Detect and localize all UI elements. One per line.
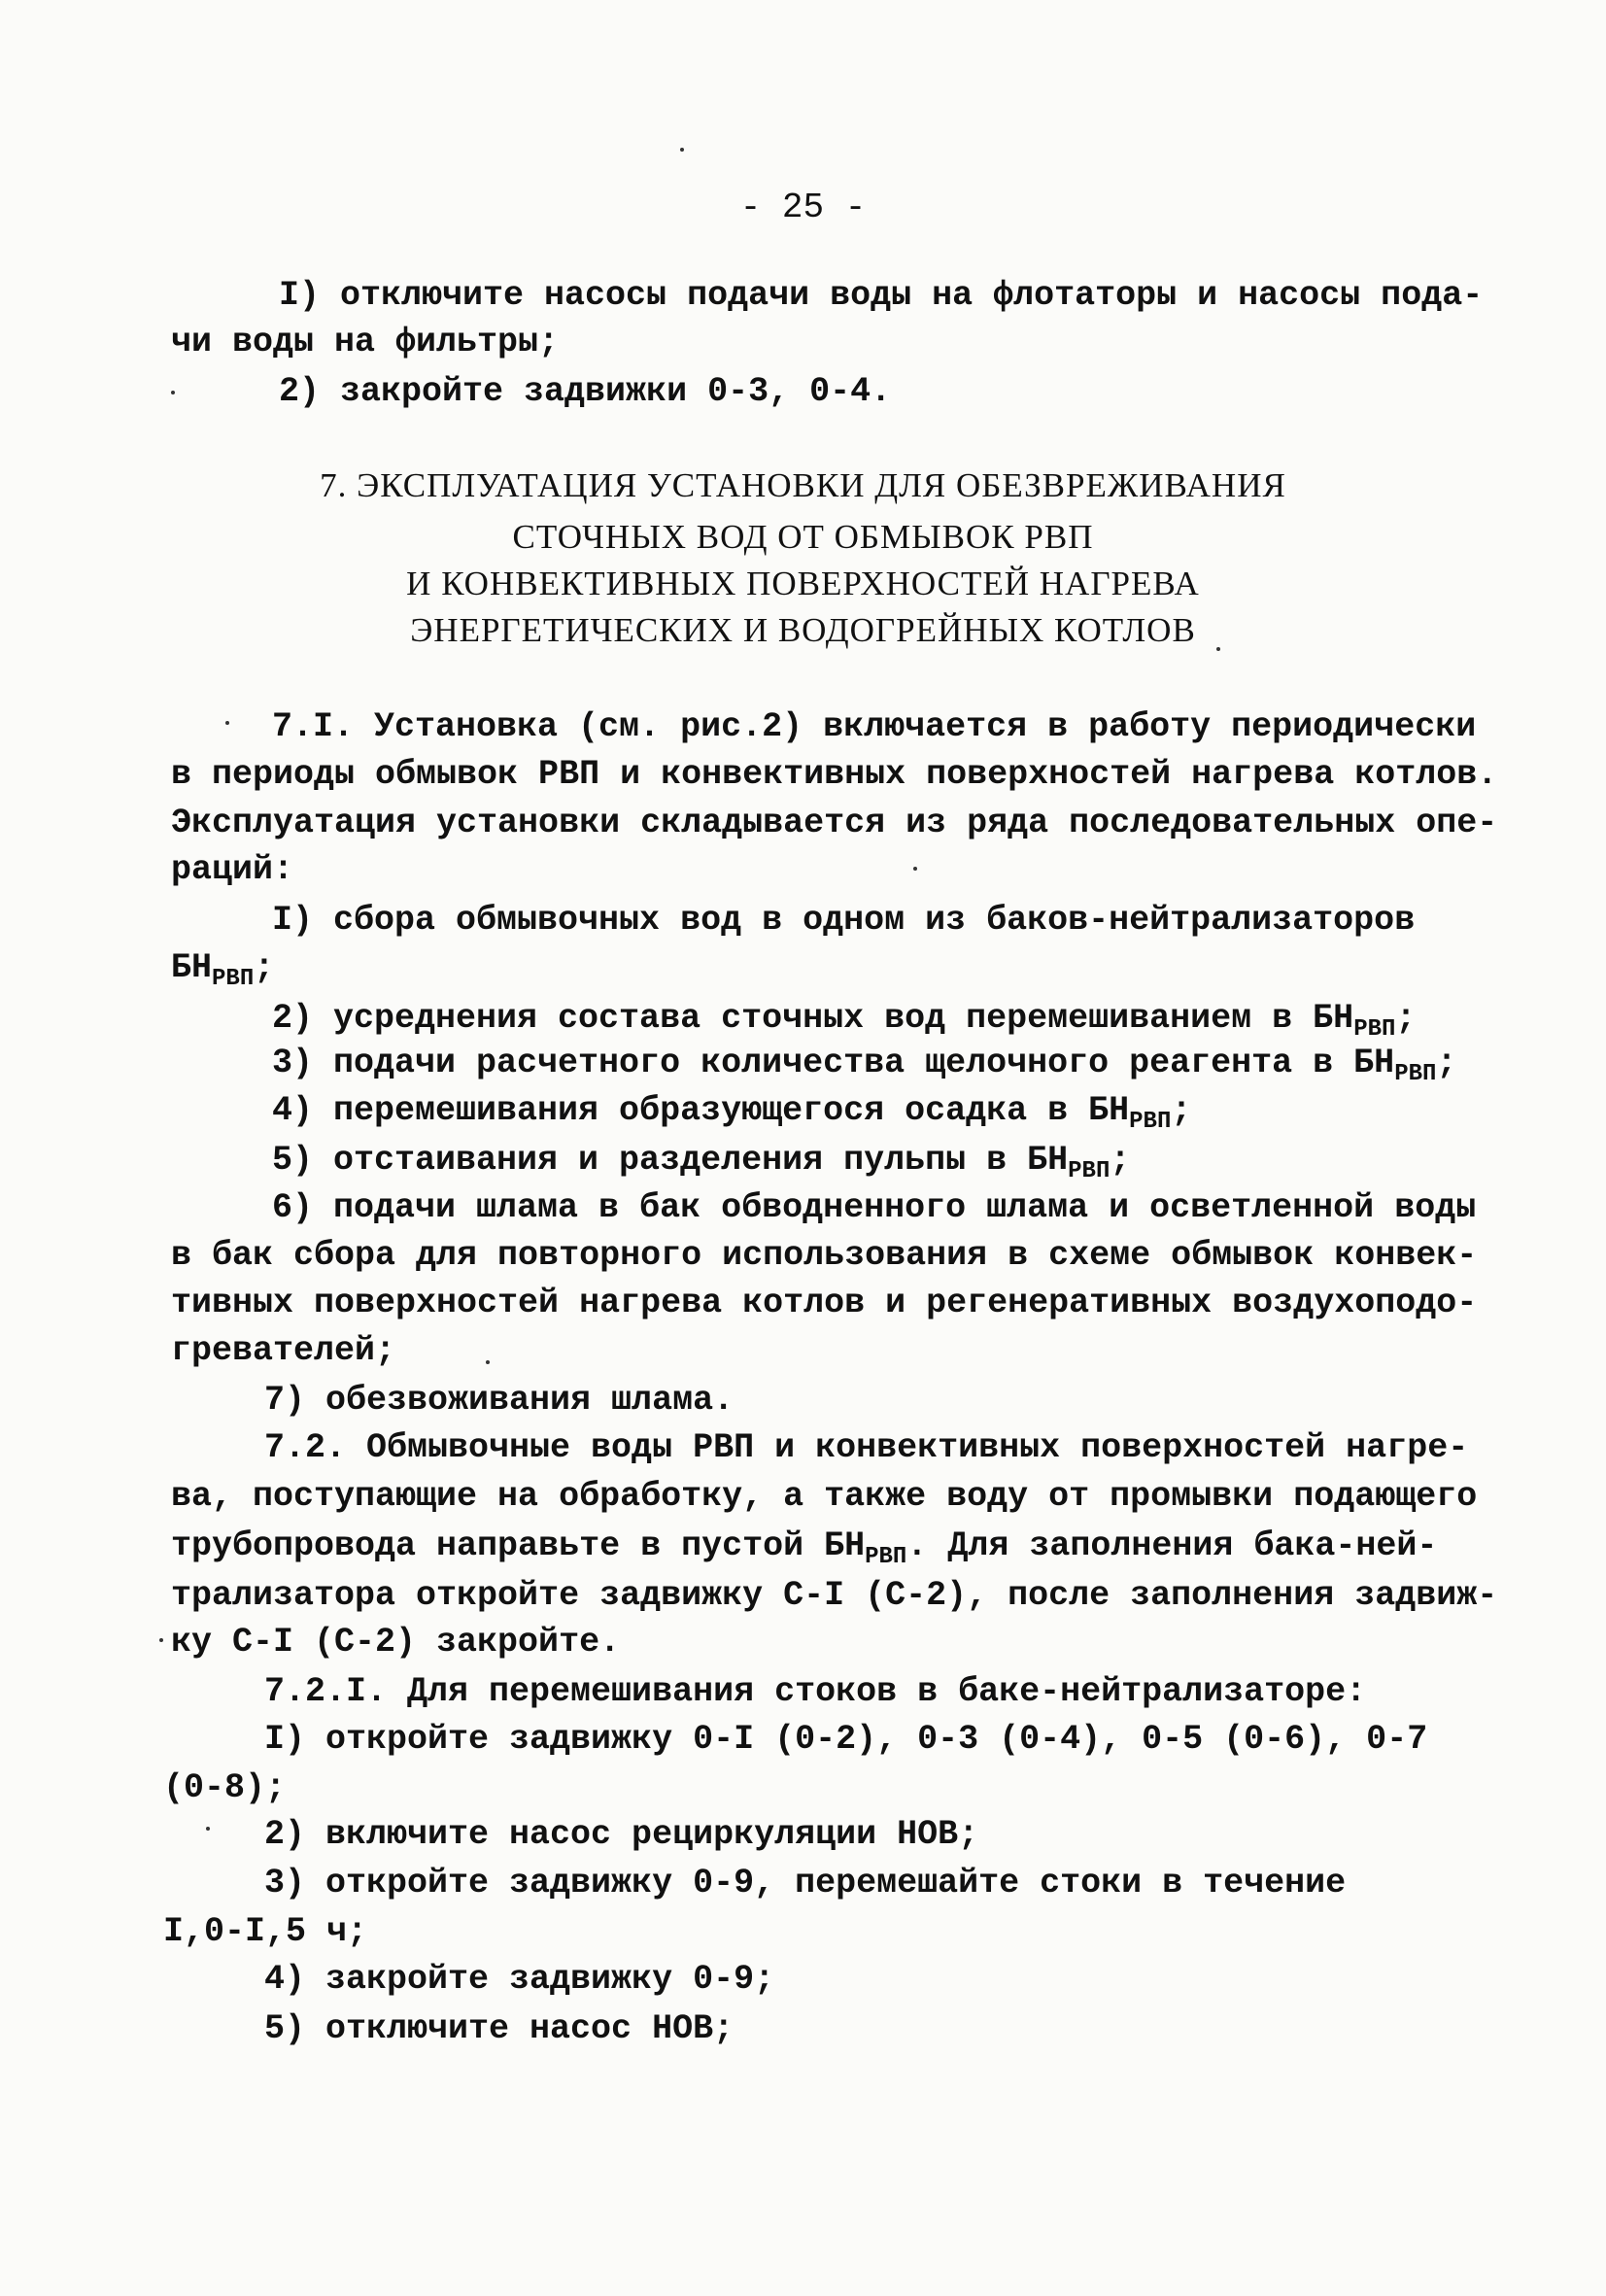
scan-speck — [159, 1638, 163, 1642]
section-heading-line-4: ЭНЕРГЕТИЧЕСКИХ И ВОДОГРЕЙНЫХ КОТЛОВ — [410, 611, 1196, 649]
scan-speck — [171, 391, 175, 394]
para-7-2-1-step-3-line-a: 3) откройте задвижку 0-9, перемешайте стоки в течение — [264, 1864, 1347, 1902]
operation-1-line-a: I) сбора обмывочных вод в одном из баков-нейтрализаторов — [272, 901, 1416, 940]
operation-6-line-a: 6) подачи шлама в бак обводненного шлама и осветленной воды — [272, 1188, 1477, 1227]
operation-6-line-d: гревателей; — [171, 1331, 396, 1370]
operation-6-line-c: тивных поверхностей нагрева котлов и регенеративных воздухоподо- — [171, 1284, 1478, 1322]
scan-speck — [913, 867, 917, 871]
scan-speck — [680, 148, 684, 152]
para-7-1-line-1: 7.I. Установка (см. рис.2) включается в работу периодически — [272, 707, 1477, 746]
para-7-2-line-1: 7.2. Обмывочные воды РВП и конвективных поверхностей нагре- — [264, 1428, 1469, 1467]
step-1-line-b: чи воды на фильтры; — [171, 323, 560, 361]
para-7-1-line-2: в периоды обмывок РВП и конвективных поверхностей нагрева котлов. — [171, 755, 1498, 794]
para-7-1-line-3: Эксплуатация установки складывается из ряда последовательных опе- — [171, 804, 1498, 842]
para-7-2-1-title: 7.2.I. Для перемешивания стоков в баке-нейтрализаторе: — [264, 1672, 1367, 1711]
step-1-line-a: I) отключите насосы подачи воды на флотаторы и насосы пода- — [279, 276, 1484, 315]
operation-5-line: 5) отстаивания и разделения пульпы в $БН_{РВП}$; — [272, 1141, 1131, 1184]
section-heading-line-2: СТОЧНЫХ ВОД ОТ ОБМЫВОК РВП — [512, 518, 1094, 556]
operation-3-line: 3) подачи расчетного количества щелочного реагента в $БН_{РВП}$; — [272, 1044, 1457, 1087]
scan-speck — [206, 1827, 210, 1831]
para-7-2-1-step-4: 4) закройте задвижку 0-9; — [264, 1960, 775, 1999]
para-7-2-1-step-1-line-b: (0-8); — [163, 1768, 287, 1807]
page-number: - 25 - — [739, 188, 867, 227]
para-7-2-1-step-5: 5) отключите насос НОВ; — [264, 2009, 735, 2048]
operation-7-line: 7) обезвоживания шлама. — [264, 1381, 735, 1420]
step-2-line: 2) закройте задвижки 0-3, 0-4. — [279, 372, 892, 411]
scan-speck — [1216, 647, 1220, 651]
operation-4-line: 4) перемешивания образующегося осадка в $БН_{РВП}$; — [272, 1091, 1192, 1135]
para-7-2-1-step-3-line-b: I,0-I,5 ч; — [163, 1912, 368, 1951]
para-7-2-1-step-2: 2) включите насос рециркуляции НОВ; — [264, 1815, 979, 1854]
section-heading-line-3: И КОНВЕКТИВНЫХ ПОВЕРХНОСТЕЙ НАГРЕВА — [406, 565, 1200, 602]
operation-6-line-b: в бак сбора для повторного использования в схеме обмывок конвек- — [171, 1236, 1478, 1275]
para-7-2-line-3: трубопровода направьте в пустой $БН_{РВП}$. Для заполнения бака-ней- — [171, 1526, 1438, 1570]
scan-speck — [225, 721, 229, 725]
operation-2-line: 2) усреднения состава сточных вод перемешиванием в $БН_{РВП}$; — [272, 999, 1417, 1043]
para-7-1-line-4: раций: — [171, 850, 294, 889]
section-heading-line-1: 7. ЭКСПЛУАТАЦИЯ УСТАНОВКИ ДЛЯ ОБЕЗВРЕЖИВАНИЯ — [320, 466, 1286, 504]
scan-speck — [486, 1360, 490, 1364]
operation-1-line-b: $БН_{РВП}$; — [171, 948, 275, 992]
para-7-2-1-step-1-line-a: I) откройте задвижку 0-I (0-2), 0-3 (0-4), 0-5 (0-6), 0-7 — [264, 1720, 1428, 1759]
para-7-2-line-4: трализатора откройте задвижку С-I (С-2), после заполнения задвиж- — [171, 1576, 1498, 1615]
para-7-2-line-5: ку С-I (С-2) закройте. — [171, 1623, 621, 1662]
para-7-2-line-2: ва, поступающие на обработку, а также воду от промывки подающего — [171, 1477, 1478, 1516]
